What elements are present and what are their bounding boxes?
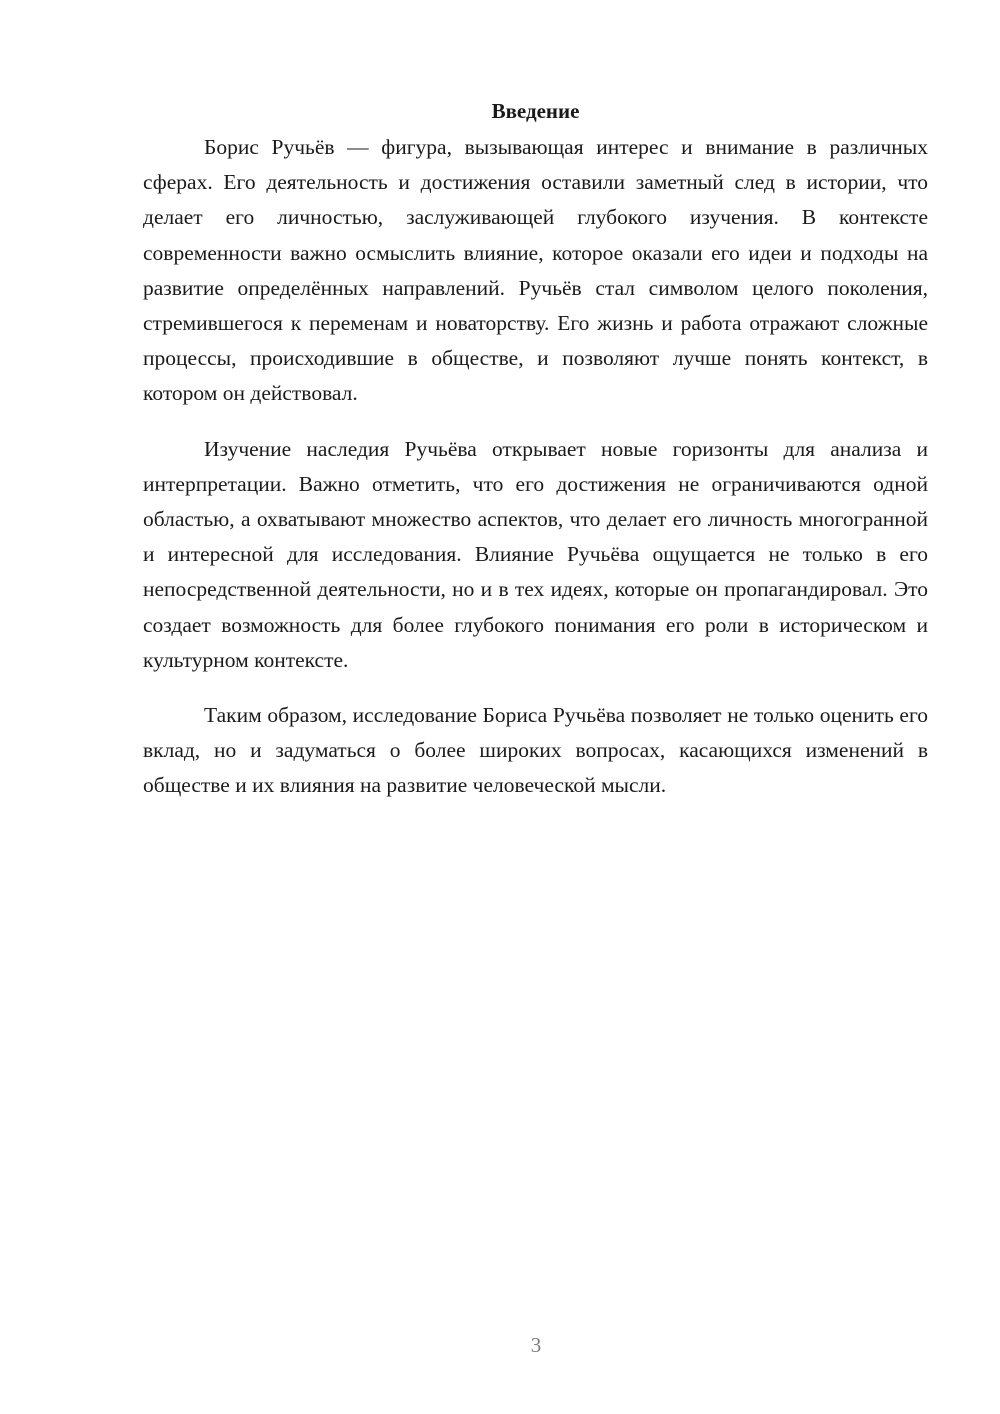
paragraph-2: Изучение наследия Ручьёва открывает новые горизонты для анализа и интерпретации. Важно отметить, что его достижения не ограничиваются одной областью, а охватывают множество аспектов, что делает его личность многогранной и интересной для исследования. Влияние Ручьёва ощущается не только в его непосредственной деятельности, но и в тех идеях, которые он пропагандировал. Это создает возможность для более глубокого понимания его роли в историческом и культурном контексте. xyxy=(143,436,928,672)
paragraph-3: Таким образом, исследование Бориса Ручьёва позволяет не только оценить его вклад, но и задуматься о более широких вопросах, касающихся изменений в обществе и их влияния на развитие человеческой мысли. xyxy=(143,703,928,798)
section-heading: Введение xyxy=(491,99,580,123)
page-number: 3 xyxy=(530,1333,542,1357)
document-body xyxy=(143,94,928,824)
paragraph-1: Борис Ручьёв — фигура, вызывающая интерес и внимание в различных сферах. Его деятельность и достижения оставили заметный след в истории, что делает его личностью, заслуживающей глубокого изучения. В контексте современности важно осмыслить влияние, которое оказали его идеи и подходы на развитие определённых направлений. Ручьёв стал символом целого поколения, стремившегося к переменам и новаторству. Его жизнь и работа отражают сложные процессы, происходившие в обществе, и позволяют лучше понять контекст, в котором он действовал. xyxy=(143,135,928,406)
